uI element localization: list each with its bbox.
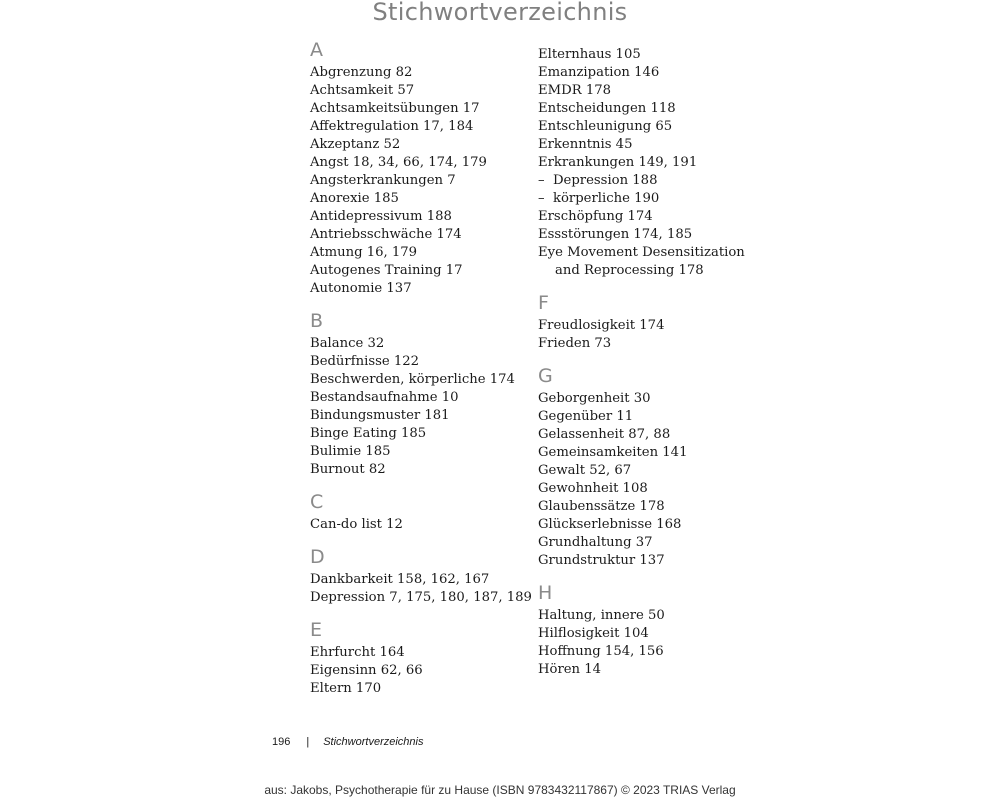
index-entry: Erkenntnis 45 <box>538 137 633 152</box>
index-entry: Angst 18, 34, 66, 174, 179 <box>310 155 487 170</box>
index-entry: Glaubenssätze 178 <box>538 499 665 514</box>
section-letter: H <box>538 582 553 604</box>
section-letter: A <box>310 39 323 61</box>
section-letter: E <box>310 619 323 641</box>
index-column-right <box>538 46 798 692</box>
index-entry: Achtsamkeitsübungen 17 <box>310 101 480 116</box>
section-letter: C <box>310 491 324 513</box>
index-entry: Gewohnheit 108 <box>538 481 648 496</box>
index-entry: EMDR 178 <box>538 83 611 98</box>
index-entry: Frieden 73 <box>538 336 612 351</box>
footer-separator: | <box>306 736 310 748</box>
index-entry-line: Eye Movement Desensitization <box>538 245 745 260</box>
section-letter: D <box>310 546 325 568</box>
index-entry: Glückserlebnisse 168 <box>538 517 682 532</box>
index-entry: Eltern 170 <box>310 681 382 696</box>
index-entry-multiline <box>538 244 798 280</box>
index-entry: Affektregulation 17, 184 <box>310 119 474 134</box>
index-section-d <box>310 547 530 607</box>
index-entry: Eigensinn 62, 66 <box>310 663 423 678</box>
page-number: 196 <box>272 736 291 748</box>
section-letter: F <box>538 292 549 314</box>
index-section-e-continued <box>538 46 798 280</box>
section-letter: B <box>310 310 324 332</box>
index-entry: Angsterkrankungen 7 <box>310 173 456 188</box>
index-section-f <box>538 293 798 353</box>
page-title: Stichwortverzeichnis <box>372 0 628 26</box>
index-section-h <box>538 583 798 679</box>
index-entry: Emanzipation 146 <box>538 65 660 80</box>
index-subentry: – körperliche 190 <box>538 190 798 208</box>
index-column-left <box>310 40 530 711</box>
source-credit: aus: Jakobs, Psychotherapie für zu Hause (ISBN 9783432117867) © 2023 TRIAS Verlag <box>264 783 736 797</box>
index-entry: Akzeptanz 52 <box>310 137 401 152</box>
index-entry: Anorexie 185 <box>310 191 399 206</box>
running-title: Stichwortverzeichnis <box>323 736 424 748</box>
index-entry: Autogenes Training 17 <box>310 263 463 278</box>
index-entry: Hoffnung 154, 156 <box>538 644 664 659</box>
index-entry: Depression 7, 175, 180, 187, 189 <box>310 590 532 605</box>
index-entry: Entscheidungen 118 <box>538 101 676 116</box>
index-entry-continuation: and Reprocessing 178 <box>555 263 704 278</box>
index-entry: Antidepressivum 188 <box>310 209 452 224</box>
index-entry: Grundhaltung 37 <box>538 535 653 550</box>
index-section-b <box>310 311 530 479</box>
index-entry: Burnout 82 <box>310 462 386 477</box>
index-entry: Achtsamkeit 57 <box>310 83 415 98</box>
index-entry: Bedürfnisse 122 <box>310 354 420 369</box>
index-subentry: – Depression 188 <box>538 172 798 190</box>
index-entry: Atmung 16, 179 <box>310 245 418 260</box>
index-entry: Bestandsaufnahme 10 <box>310 390 459 405</box>
index-entry: Elternhaus 105 <box>538 47 641 62</box>
index-entry: Antriebsschwäche 174 <box>310 227 462 242</box>
index-entry: Haltung, innere 50 <box>538 608 665 623</box>
index-entry: Abgrenzung 82 <box>310 65 413 80</box>
index-entry: Essstörungen 174, 185 <box>538 227 693 242</box>
index-entry: Gemeinsamkeiten 141 <box>538 445 688 460</box>
index-entry: Dankbarkeit 158, 162, 167 <box>310 572 490 587</box>
index-section-a <box>310 40 530 298</box>
index-section-g <box>538 366 798 570</box>
index-entry: Autonomie 137 <box>310 281 412 296</box>
index-entry: Gegenüber 11 <box>538 409 634 424</box>
index-entry: Binge Eating 185 <box>310 426 427 441</box>
index-entry: Balance 32 <box>310 336 385 351</box>
index-entry: Erschöpfung 174 <box>538 209 653 224</box>
index-entry: Beschwerden, körperliche 174 <box>310 372 515 387</box>
index-section-c <box>310 492 530 534</box>
index-entry: Gelassenheit 87, 88 <box>538 427 671 442</box>
index-entry: Ehrfurcht 164 <box>310 645 405 660</box>
index-entry: Freudlosigkeit 174 <box>538 318 665 333</box>
index-entry: Entschleunigung 65 <box>538 119 673 134</box>
index-entry: Gewalt 52, 67 <box>538 463 632 478</box>
index-entry: Bindungsmuster 181 <box>310 408 450 423</box>
page-footer <box>272 736 423 748</box>
index-entry: Hören 14 <box>538 662 602 677</box>
index-entry: Grundstruktur 137 <box>538 553 665 568</box>
index-entry: Erkrankungen 149, 191 <box>538 155 698 170</box>
index-section-e <box>310 620 530 698</box>
section-letter: G <box>538 365 553 387</box>
index-entry: Can-do list 12 <box>310 517 403 532</box>
index-entry: Bulimie 185 <box>310 444 391 459</box>
index-entry: Geborgenheit 30 <box>538 391 651 406</box>
index-entry: Hilflosigkeit 104 <box>538 626 649 641</box>
